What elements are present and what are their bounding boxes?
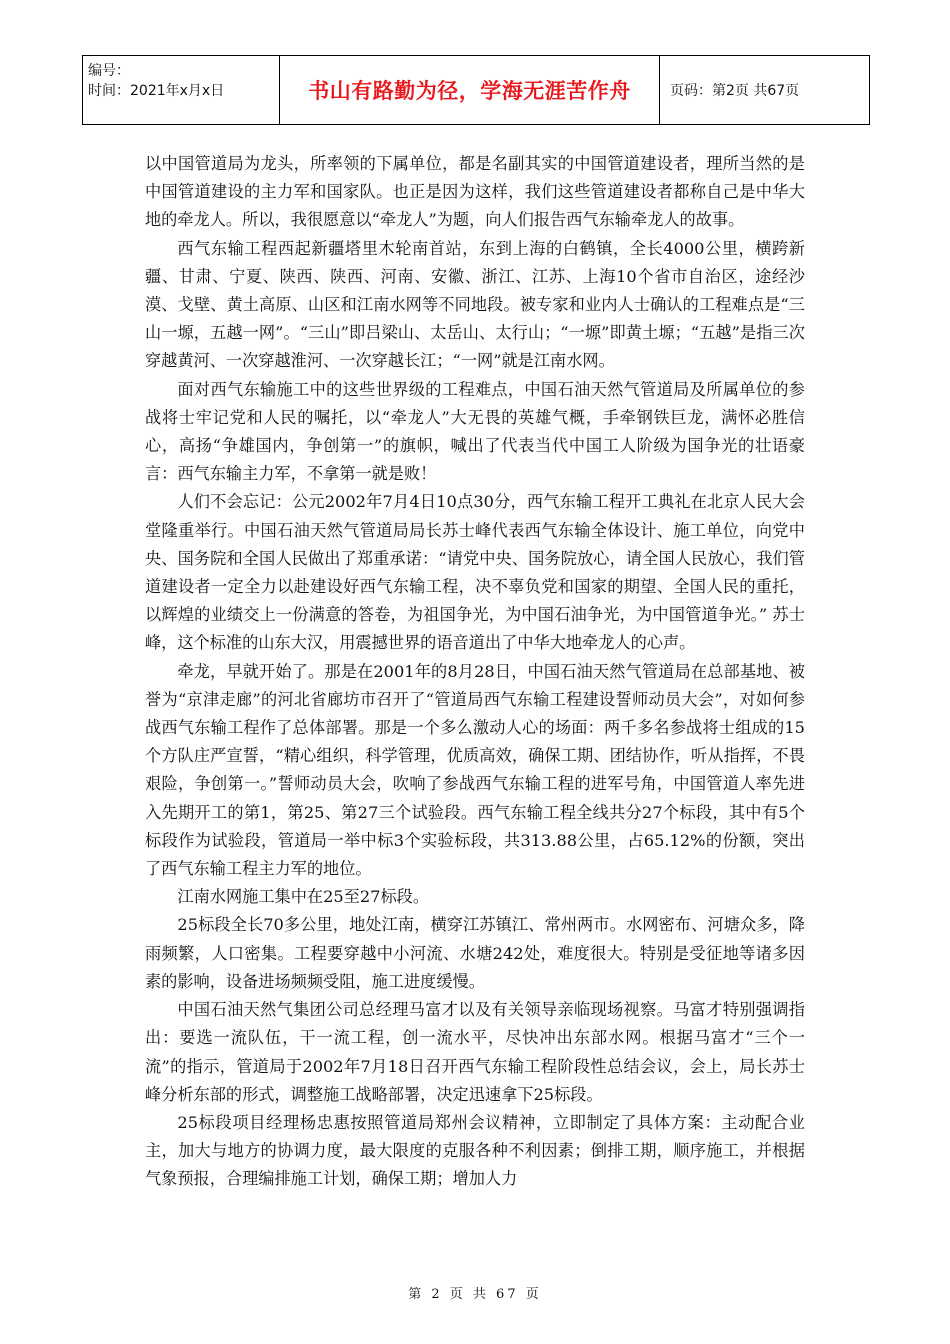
paragraph: 25标段全长70多公里，地处江南，横穿江苏镇江、常州两市。水网密布、河塘众多，降雨频繁，人口密集。工程要穿越中小河流、水塘242处，难度很大。特别是受征地等诸多因素的影响，设备进场频频受阻，施工进度缓慢。 — [145, 915, 805, 991]
paragraph: 西气东输工程西起新疆塔里木轮南首站，东到上海的白鹤镇，全长4000公里，横跨新疆、甘肃、宁夏、陕西、陕西、河南、安徽、浙江、江苏、上海10个省市自治区，途经沙漠、戈壁、黄土高原、山区和江南水网等不同地段。被专家和业内人士确认的工程难点是“三山一塬，五越一网”。“三山”即吕梁山、太岳山、太行山；“一塬”即黄土塬；“五越”是指三次穿越黄河、一次穿越淮河、一次穿越长江；“一网”就是江南水网。 — [145, 238, 805, 371]
document-header — [82, 55, 870, 125]
paragraph: 面对西气东输施工中的这些世界级的工程难点，中国石油天然气管道局及所属单位的参战将士牢记党和人民的嘱托，以“牵龙人”大无畏的英雄气概，手牵钢铁巨龙，满怀必胜信心，高扬“争雄国内，争创第一”的旗帜，喊出了代表当代中国工人阶级为国争光的壮语豪言：西气东输主力军，不拿第一就是败！ — [145, 379, 805, 484]
paragraph: 江南水网施工集中在25至27标段。 — [177, 887, 430, 907]
number-label: 编号： — [88, 63, 130, 79]
header-meta — [83, 56, 280, 124]
paragraph: 25标段项目经理杨忠惠按照管道局郑州会议精神，立即制定了具体方案：主动配合业主，加大与地方的协调力度，最大限度的克服各种不利因素；倒排工期，顺序施工，并根据气象预报，合理编排施工计划，确保工期；增加人力 — [145, 1112, 805, 1189]
paragraph: 人们不会忘记：公元2002年7月4日10点30分，西气东输工程开工典礼在北京人民大会堂隆重举行。中国石油天然气管道局局长苏士峰代表西气东输全体设计、施工单位，向党中央、国务院和全国人民做出了郑重承诺：“请党中央、国务院放心，请全国人民放心，我们管道建设者一定全力以赴建设好西气东输工程，决不辜负党和国家的期望、全国人民的重托，以辉煌的业绩交上一份满意的答卷，为祖国争光，为中国石油争光，为中国管道争光。” 苏士峰，这个标准的山东大汉，用震撼世界的语音道出了中华大地牵龙人的心声。 — [145, 492, 805, 653]
header-page-code: 页码：第2页 共67页 — [670, 83, 800, 99]
page-footer: 第 2 页 共 67 页 — [408, 1287, 542, 1302]
paragraph: 牵龙，早就开始了。那是在2001年的8月28日，中国石油天然气管道局在总部基地、被誉为“京津走廊”的河北省廊坊市召开了“管道局西气东输工程建设誓师动员大会”，对如何参战西气东输工程作了总体部署。那是一个多么激动人心的场面：两千多名参战将士组成的15个方队庄严宣誓，“精心组织，科学管理，优质高效，确保工期、团结协作，听从指挥，不畏艰险，争创第一。”誓师动员大会，吹响了参战西气东输工程的进军号角，中国管道人率先进入先期开工的第1，第25、第27三个试验段。西气东输工程全线共分27个标段，其中有5个标段作为试验段，管道局一举中标3个实验标段，共313.88公里，占65.12%的份额，突出了西气东输工程主力军的地位。 — [145, 661, 805, 879]
document-body — [145, 150, 805, 1194]
time-label: 时间：2021年x月x日 — [88, 83, 225, 99]
paragraph: 中国石油天然气集团公司总经理马富才以及有关领导亲临现场视察。马富才特别强调指出：要选一流队伍，干一流工程，创一流水平，尽快冲出东部水网。根据马富才“三个一流”的指示，管道局于2002年7月18日召开西气东输工程阶段性总结会议，会上，局长苏士峰分析东部的形式，调整施工战略部署，决定迅速拿下25标段。 — [145, 1000, 805, 1104]
paragraph: 以中国管道局为龙头，所率领的下属单位，都是名副其实的中国管道建设者，理所当然的是中国管道建设的主力军和国家队。也正是因为这样，我们这些管道建设者都称自己是中华大地的牵龙人。所以，我很愿意以“牵龙人”为题，向人们报告西气东输牵龙人的故事。 — [145, 154, 805, 230]
header-motto: 书山有路勤为径，学海无涯苦作舟 — [280, 56, 660, 124]
